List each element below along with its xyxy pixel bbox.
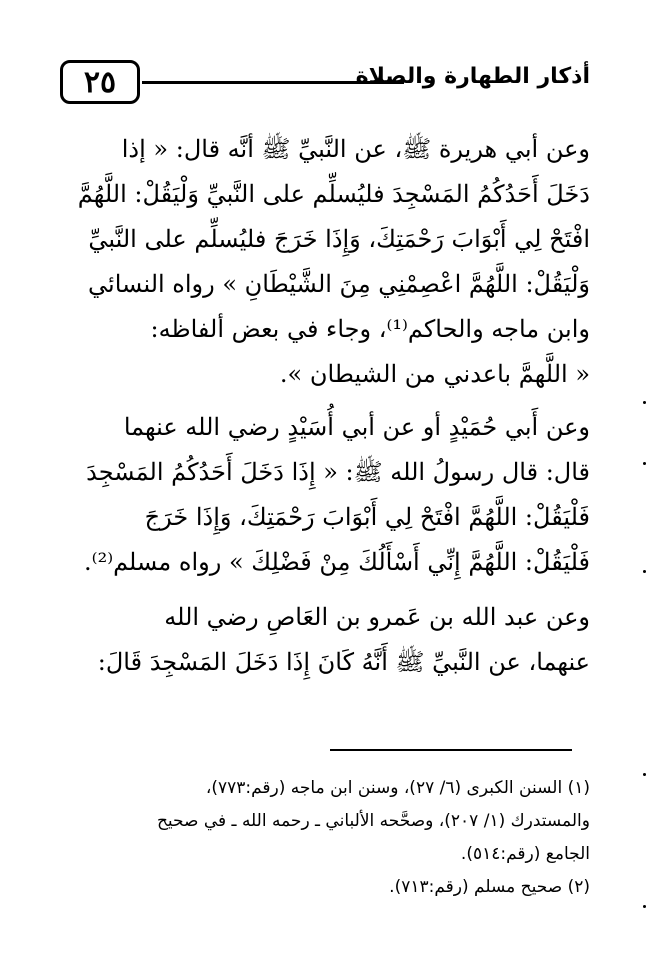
text-line: فَلْيَقُلْ: اللَّهُمَّ افْتَحْ لِي أَبْوَابَ رَحْمَتِكَ، وَإِذَا خَرَجَ: [144, 503, 590, 531]
page-header: [0, 0, 654, 120]
scan-speck: [643, 401, 646, 404]
footnote-line: (٢) صحيح مسلم (رقم:٧١٣).: [389, 877, 590, 897]
footnote-line: (١) السنن الكبرى (٦/ ٢٧)، وسنن ابن ماجه (رقم:٧٧٣)،: [205, 778, 590, 798]
text-line: فَلْيَقُلْ: اللَّهُمَّ إِنِّي أَسْأَلُكَ مِنْ فَضْلِكَ » رواه مسلم⁽²⁾.: [84, 548, 590, 576]
scan-speck: [643, 462, 646, 465]
footnote-line: والمستدرك (١/ ٢٠٧)، وصحَّحه الألباني ـ رحمه الله ـ في صحيح: [156, 811, 590, 831]
text-line: وابن ماجه والحاكم⁽¹⁾، وجاء في بعض ألفاظه:: [150, 315, 590, 343]
page-number-box: [60, 60, 140, 104]
paragraph-abu-hurayra: [58, 127, 590, 397]
scan-speck: [643, 773, 646, 776]
text-line: وعن أبي هريرة ﷺ، عن النَّبيِّ ﷺ أنَّه قال: « إذا: [121, 135, 590, 163]
text-line: وَلْيَقُلْ: اللَّهُمَّ اعْصِمْنِي مِنَ الشَّيْطَانِ » رواه النسائي: [88, 270, 590, 298]
footnote-separator: [330, 749, 572, 751]
scan-speck: [643, 570, 646, 573]
text-line: وعن عبد الله بن عَمرو بن العَاصِ رضي الله: [164, 603, 590, 631]
paragraph-abu-humayd: [58, 405, 590, 585]
text-line: افْتَحْ لِي أَبْوَابَ رَحْمَتِكَ، وَإِذَا خَرَجَ فليُسلِّم على النَّبيِّ: [88, 225, 590, 253]
footnote-line: الجامع (رقم:٥١٤).: [460, 844, 590, 864]
paragraph-gap: [58, 397, 590, 405]
paragraph-abdullah-ibn-amr: [58, 595, 590, 685]
text-line: وعن أَبي حُمَيْدٍ أو عن أبي أُسَيْدٍ رضي الله عنهما: [123, 413, 590, 441]
text-line: « اللَّهمَّ باعدني من الشيطان ».: [279, 360, 590, 388]
scan-speck: [643, 905, 646, 908]
paragraph-gap: [58, 585, 590, 595]
text-line: عنهما، عن النَّبيِّ ﷺ أَنَّهُ كَانَ إِذَا دَخَلَ المَسْجِدَ قَالَ:: [97, 648, 590, 676]
running-title: أذكار الطهارة والصلاة: [355, 64, 590, 89]
text-line: قال: قال رسولُ الله ﷺ: « إِذَا دَخَلَ أَحَدُكُمُ المَسْجِدَ: [86, 458, 590, 486]
footnotes: [58, 772, 590, 904]
text-line: دَخَلَ أَحَدُكُمُ المَسْجِدَ فليُسلِّم على النَّبيِّ وَلْيَقُلْ: اللَّهُمَّ: [77, 180, 590, 208]
main-text: [58, 127, 590, 685]
page-number: ٢٥: [83, 64, 117, 100]
